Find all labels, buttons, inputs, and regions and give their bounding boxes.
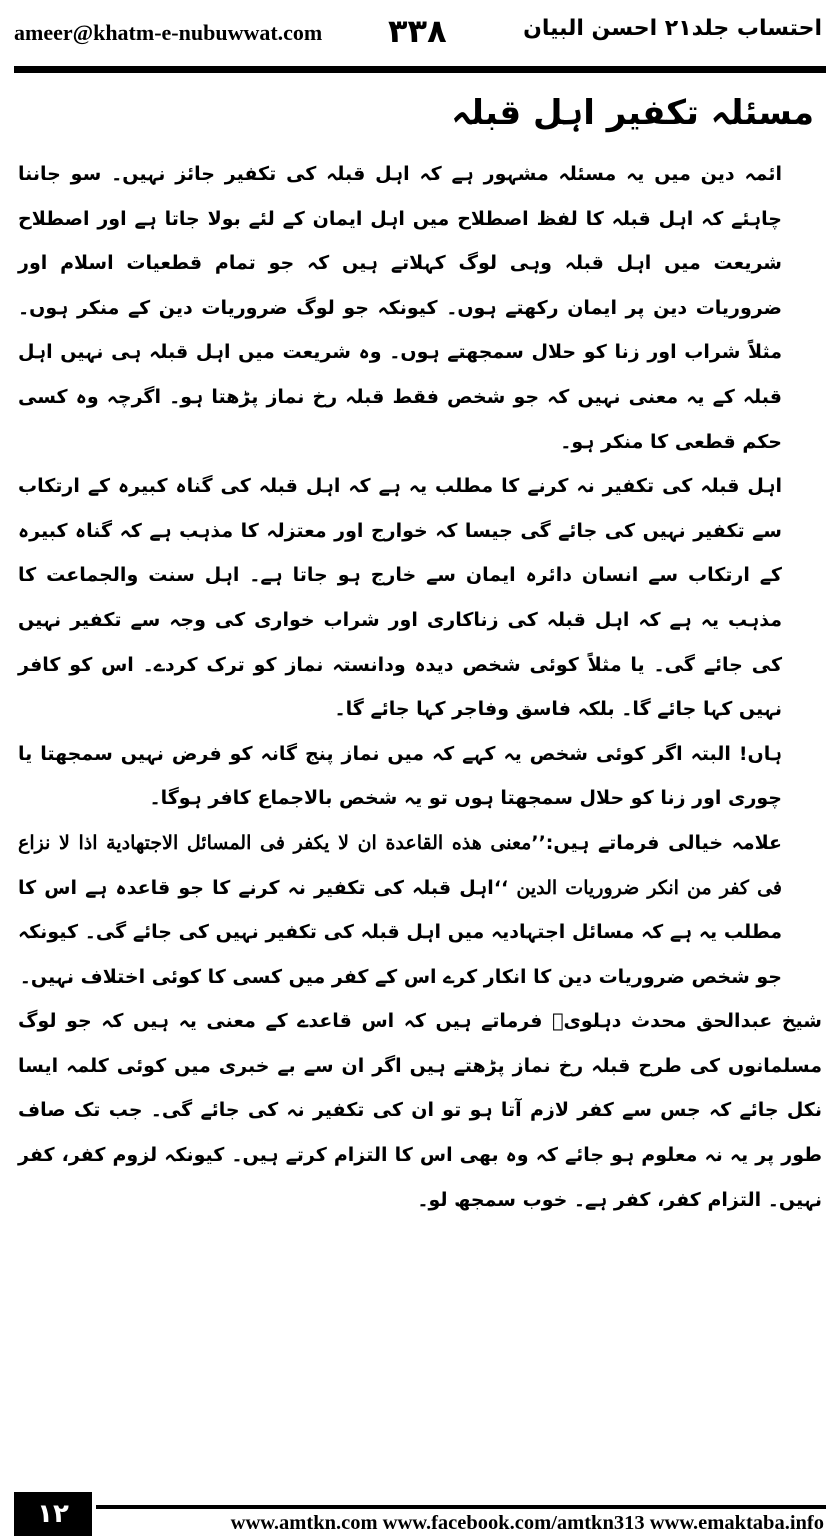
paragraph-2: اہل قبلہ کی تکفیر نہ کرنے کا مطلب یہ ہے کہ اہل قبلہ کی گناہ کبیرہ کے ارتکاب سے تکفیر نہیں کی جائے گی جیسا کہ خوارج اور معتزلہ کا مذہب ہے کہ گناہ کبیرہ کے ارتکاب سے انسان دائرہ ایمان سے خارج ہو جاتا ہے۔ اہل سنت والجماعت کا مذہب یہ ہے کہ اہل قبلہ کی زناکاری اور شراب خواری کی وجہ سے تکفیر نہیں کی جائے گی۔ یا مثلاً کوئی شخص دیدہ ودانستہ نماز کو ترک کردے۔ اس کو کافر نہیں کہا جائے گا۔ بلکہ فاسق وفاجر کہا جائے گا۔	[18, 475, 782, 721]
header-page-number: ۳۳۸	[388, 12, 447, 50]
quote-arabic: معنی هذه القاعدة ان لا یکفر فی المسائل الاجتهادیة اذا لا نزاع فی کفر من انکر ضروریات الدین	[18, 831, 782, 899]
quote-intro: علامہ خیالی فرماتے ہیں:’’	[531, 831, 782, 854]
paragraph-3: ہاں! البتہ اگر کوئی شخص یہ کہے کہ میں نماز پنج گانہ کو فرض نہیں سمجھتا یا چوری اور زنا کو حلال سمجھتا ہوں تو یہ شخص بالاجماع کافر ہوگا۔	[18, 742, 782, 810]
quote-rest: ‘‘اہل قبلہ کی تکفیر نہ کرنے کا جو قاعدہ ہے اس کا مطلب یہ ہے کہ مسائل اجتہادیہ میں اہل قبلہ کی تکفیر نہیں کی جائے گی۔ کیونکہ جو شخص ضروریات دین کا انکار کرے اس کے کفر میں کسی کا کوئی اختلاف نہیں۔	[18, 876, 782, 988]
footer-page-box: ۱۲	[14, 1492, 92, 1536]
footer-links: www.amtkn.com www.facebook.com/amtkn313 www.emaktaba.info	[230, 1512, 824, 1534]
header-email: ameer@khatm-e-nubuwwat.com	[14, 20, 323, 45]
header-divider	[14, 66, 826, 73]
body-text	[18, 152, 822, 1222]
page-title: مسئلہ تکفیر اہل قبلہ	[451, 93, 814, 133]
paragraph-1: ائمہ دین میں یہ مسئلہ مشہور ہے کہ اہل قبلہ کی تکفیر جائز نہیں۔ سو جاننا چاہئے کہ اہل قبلہ کا لفظ اصطلاح میں اہل ایمان کے لئے بولا جاتا ہے اور اصطلاح شریعت میں اہل قبلہ وہی لوگ کہلاتے ہیں کہ جو تمام قطعیات اسلام اور ضروریات دین پر ایمان رکھتے ہوں۔ کیونکہ جو لوگ ضروریات دین کے منکر ہوں۔ مثلاً شراب اور زنا کو حلال سمجھتے ہوں۔ وہ شریعت میں اہل قبلہ ہی نہیں اہل قبلہ کے یہ معنی نہیں کہ جو شخص فقط قبلہ رخ نماز پڑھتا ہو۔ اگرچہ وہ کسی حکم قطعی کا منکر ہو۔	[18, 163, 782, 453]
paragraph-last: شیخ عبدالحق محدث دہلویؒ فرماتے ہیں کہ اس قاعدے کے معنی یہ ہیں کہ جو لوگ مسلمانوں کی طرح قبلہ رخ نماز پڑھتے ہیں اگر ان سے بے خبری میں کوئی کلمہ ایسا نکل جائے کہ جس سے کفر لازم آتا ہو تو ان کی تکفیر نہ کی جائے گی۔ جب تک صاف طور پر یہ نہ معلوم ہو جائے کہ وہ بھی اس کا التزام کرتے ہیں۔ کیونکہ لزوم کفر، کفر نہیں۔ التزام کفر، کفر ہے۔ خوب سمجھ لو۔	[18, 1010, 822, 1211]
quote-paragraph	[18, 821, 822, 999]
footer-divider	[96, 1505, 826, 1509]
header-book-title: احتساب جلد۲۱ احسن البیان	[523, 16, 822, 41]
